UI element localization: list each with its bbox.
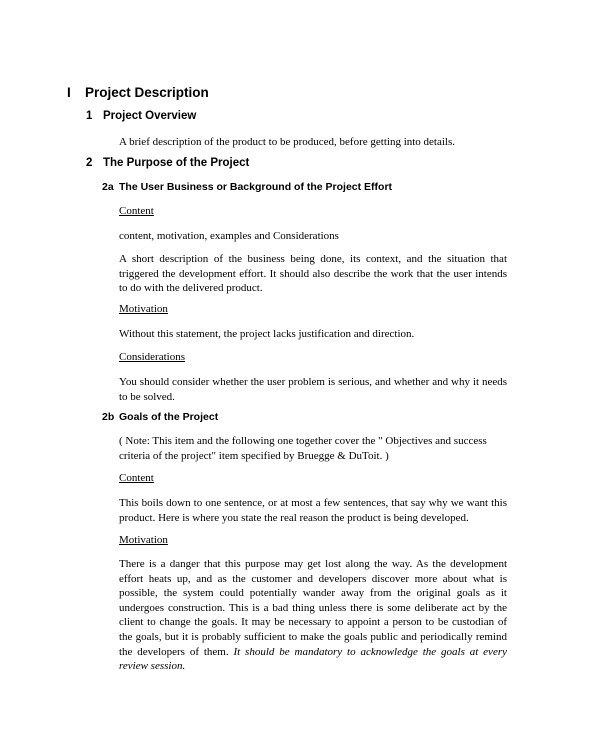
- subsection-heading-purpose: [86, 157, 249, 169]
- goals-motivation-body: There is a danger that this purpose may get lost along the way. As the development effort heats up, and as the customer and developers discover more about what is possible, the system could potentially wander away from the original goals as it undergoes construction. This is a bad thing unless there is some deliberate act by the client to change the goals. It may be necessary to appoint a person to be custodian of the goals, but it is probably sufficient to make the goals public and periodically remind the developers of them.: [119, 558, 507, 658]
- goals-note: ( Note: This item and the following one together cover the " Objectives and success criteria of the project" item specified by Bruegge & DuToit. ): [119, 435, 487, 462]
- goals-motivation-emphasis: It should be mandatory to acknowledge the goals at every review session.: [119, 645, 507, 673]
- subsection-number: 1: [86, 110, 93, 122]
- subsubsection-number: 2a: [102, 181, 114, 193]
- section-number: I: [67, 85, 71, 100]
- subsubsection-title: Goals of the Project: [119, 411, 219, 423]
- subsection-title: Project Overview: [103, 110, 197, 122]
- subsubsection-heading-user-business: [102, 181, 392, 193]
- goals-content-text: This boils down to one sentence, or at most a few sentences, that say why we want this product. Here is where you state the real reason the product is being developed.: [119, 497, 507, 524]
- considerations-label: Considerations: [119, 351, 185, 363]
- motivation-label: Motivation: [119, 303, 168, 315]
- subsection-number: 2: [86, 157, 93, 169]
- considerations-text: You should consider whether the user problem is serious, and whether and why it needs to be solved.: [119, 376, 507, 403]
- content-label: Content: [119, 205, 154, 217]
- goals-motivation-text: [119, 557, 507, 674]
- content-summary: content, motivation, examples and Considerations: [119, 230, 339, 242]
- content-paragraph: A short description of the business being done, its context, and the situation that triggered the development effort. It should also describe the work that the user intends to do with the delivered product.: [119, 253, 507, 295]
- overview-text: A brief description of the product to be produced, before getting into details.: [119, 136, 456, 148]
- section-heading-project-description: [67, 85, 209, 100]
- subsubsection-heading-goals: [102, 411, 218, 423]
- motivation-label: Motivation: [119, 534, 168, 546]
- subsection-heading-project-overview: [86, 110, 196, 122]
- subsubsection-number: 2b: [102, 411, 115, 423]
- motivation-text: Without this statement, the project lacks justification and direction.: [119, 328, 415, 340]
- subsubsection-title: The User Business or Background of the Project Effort: [119, 181, 393, 193]
- content-label: Content: [119, 472, 154, 484]
- subsection-title: The Purpose of the Project: [103, 157, 250, 169]
- section-title: Project Description: [85, 85, 209, 100]
